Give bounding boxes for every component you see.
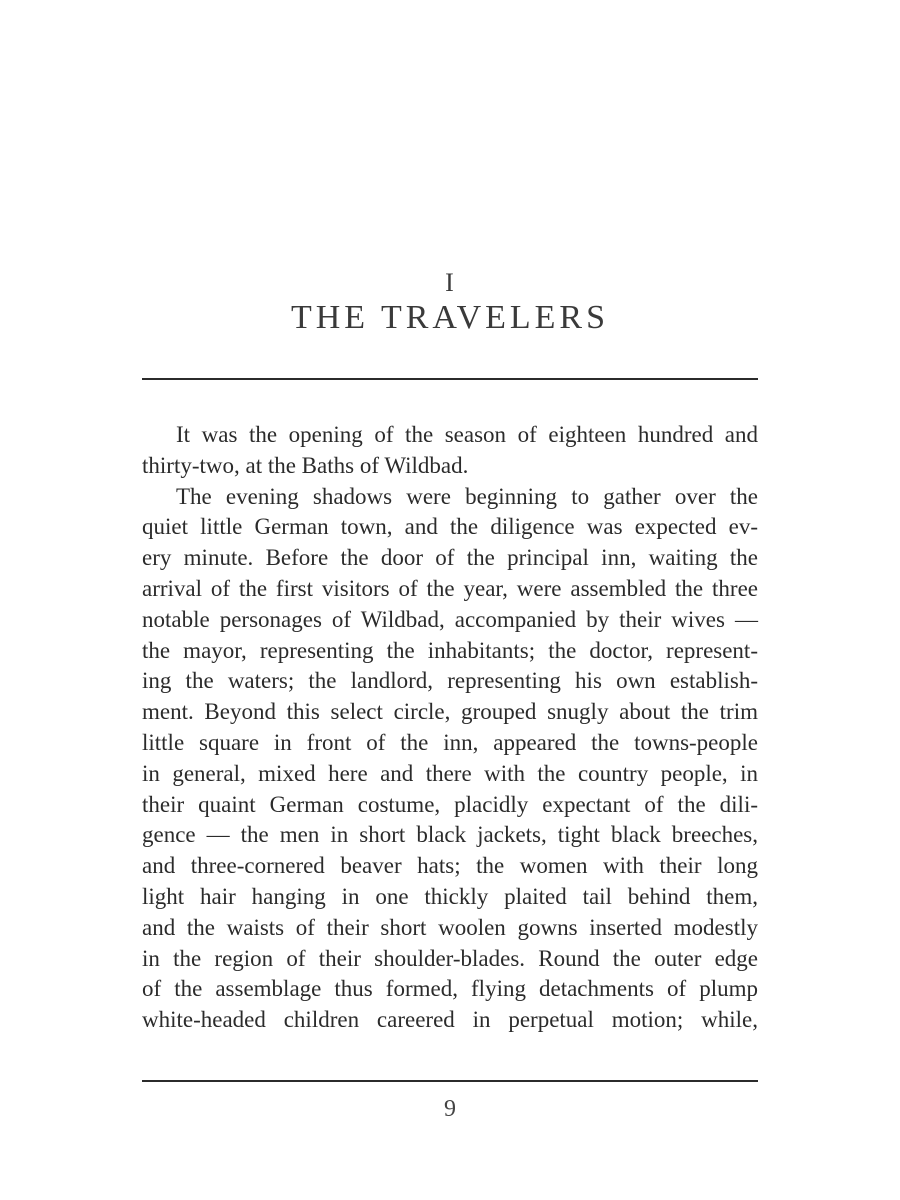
chapter-number: I <box>445 268 455 297</box>
text-line: their quaint German costume, placidly expectant of the dili- <box>142 791 758 817</box>
body-text <box>142 420 758 1036</box>
text-line: arrival of the first visitors of the year, were assembled the three <box>142 575 758 601</box>
page-number: 9 <box>444 1096 456 1122</box>
text-line: the mayor, representing the inhabitants; the doctor, represent- <box>142 637 758 663</box>
text-line: white-headed children careered in perpetual motion; while, <box>142 1007 758 1033</box>
text-line: It was the opening of the season of eighteen hundred and <box>176 422 758 447</box>
text-line: quiet little German town, and the diligence was expected ev- <box>142 514 758 540</box>
text-line: gence — the men in short black jackets, tight black breeches, <box>142 822 758 848</box>
text-line: in the region of their shoulder-blades. Round the outer edge <box>142 945 758 971</box>
text-line: ery minute. Before the door of the principal inn, waiting the <box>142 545 758 571</box>
text-line: ing the waters; the landlord, representing his own establish- <box>142 668 758 694</box>
text-line: in general, mixed here and there with the country people, in <box>142 760 758 786</box>
bottom-rule <box>142 1080 758 1082</box>
text-line: notable personages of Wildbad, accompanied by their wives — <box>142 606 758 632</box>
chapter-title: THE TRAVELERS <box>290 299 610 336</box>
text-line: The evening shadows were beginning to gather over the <box>176 483 758 509</box>
text-line: and three-cornered beaver hats; the women with their long <box>142 853 758 879</box>
text-line: thirty-two, at the Baths of Wildbad. <box>142 452 469 478</box>
top-rule <box>142 378 758 380</box>
text-line: light hair hanging in one thickly plaited tail behind them, <box>142 883 758 909</box>
text-line: little square in front of the inn, appeared the towns-people <box>142 729 758 755</box>
text-line: ment. Beyond this select circle, grouped snugly about the trim <box>142 699 758 725</box>
text-line: of the assemblage thus formed, flying detachments of plump <box>142 976 758 1002</box>
text-line: and the waists of their short woolen gowns inserted modestly <box>142 914 758 940</box>
